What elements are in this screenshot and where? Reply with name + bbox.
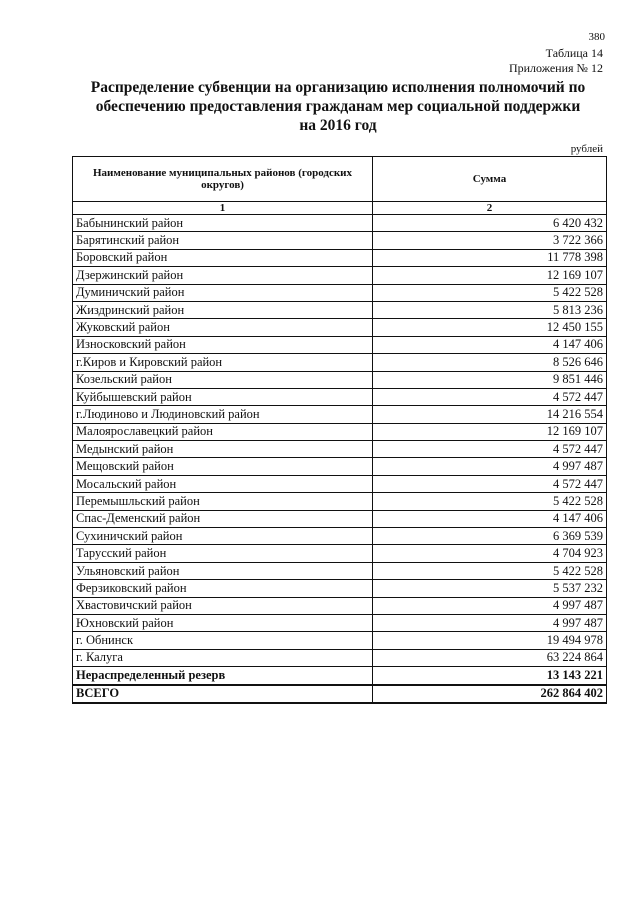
table-row xyxy=(73,423,607,440)
district-amount: 5 813 236 xyxy=(373,301,607,318)
reserve-amount: 13 143 221 xyxy=(373,667,607,685)
district-name: Мосальский район xyxy=(73,475,373,492)
table-row xyxy=(73,528,607,545)
district-amount: 12 169 107 xyxy=(373,267,607,284)
header-district: Наименование муниципальных районов (городских округов) xyxy=(73,157,373,202)
district-amount: 6 420 432 xyxy=(373,215,607,232)
district-amount: 5 422 528 xyxy=(373,493,607,510)
title-line: обеспечению предоставления гражданам мер социальной поддержки xyxy=(95,98,581,115)
total-amount: 262 864 402 xyxy=(373,685,607,703)
district-amount: 4 147 406 xyxy=(373,510,607,527)
district-amount: 6 369 539 xyxy=(373,528,607,545)
table-row xyxy=(73,510,607,527)
column-number: 1 xyxy=(73,202,373,215)
district-name: Боровский район xyxy=(73,249,373,266)
district-name: Жиздринский район xyxy=(73,301,373,318)
table-row xyxy=(73,562,607,579)
district-amount: 5 537 232 xyxy=(373,580,607,597)
header-amount: Сумма xyxy=(373,157,607,202)
district-name: Медынский район xyxy=(73,441,373,458)
district-amount: 11 778 398 xyxy=(373,249,607,266)
district-name: Барятинский район xyxy=(73,232,373,249)
total-row xyxy=(73,685,607,703)
page-number: 380 xyxy=(588,31,605,43)
district-name: Юхновский район xyxy=(73,614,373,631)
district-name: г. Обнинск xyxy=(73,632,373,649)
appendix-label: Приложения № 12 xyxy=(508,61,603,75)
district-amount: 4 572 447 xyxy=(373,388,607,405)
district-name: Износковский район xyxy=(73,336,373,353)
column-number-row xyxy=(73,202,607,215)
district-amount: 63 224 864 xyxy=(373,649,607,666)
title-line: Распределение субвенции на организацию исполнения полномочий по xyxy=(90,79,586,96)
reserve-row xyxy=(73,667,607,685)
table-row xyxy=(73,632,607,649)
table-label: Таблица 14 xyxy=(545,46,603,60)
unit-label: рублей xyxy=(570,143,603,155)
district-name: Козельский район xyxy=(73,371,373,388)
district-amount: 9 851 446 xyxy=(373,371,607,388)
district-name: Думиничский район xyxy=(73,284,373,301)
district-amount: 4 997 487 xyxy=(373,614,607,631)
table-row xyxy=(73,493,607,510)
district-name: Бабынинский район xyxy=(73,215,373,232)
table-row xyxy=(73,406,607,423)
table-row xyxy=(73,545,607,562)
table-row xyxy=(73,649,607,666)
district-amount: 4 572 447 xyxy=(373,475,607,492)
district-amount: 12 169 107 xyxy=(373,423,607,440)
table-row xyxy=(73,336,607,353)
district-amount: 19 494 978 xyxy=(373,632,607,649)
table-body xyxy=(73,215,607,703)
district-name: Мещовский район xyxy=(73,458,373,475)
district-name: Жуковский район xyxy=(73,319,373,336)
district-amount: 14 216 554 xyxy=(373,406,607,423)
district-amount: 5 422 528 xyxy=(373,284,607,301)
district-amount: 4 147 406 xyxy=(373,336,607,353)
table-row xyxy=(73,580,607,597)
district-name: Сухиничский район xyxy=(73,528,373,545)
district-name: Дзержинский район xyxy=(73,267,373,284)
title-line: на 2016 год xyxy=(299,117,377,134)
district-name: Спас-Деменский район xyxy=(73,510,373,527)
table-row xyxy=(73,232,607,249)
column-number: 2 xyxy=(373,202,607,215)
table-row xyxy=(73,267,607,284)
total-name: ВСЕГО xyxy=(73,685,373,703)
reserve-name: Нераспределенный резерв xyxy=(73,667,373,685)
district-amount: 4 572 447 xyxy=(373,441,607,458)
table-row xyxy=(73,441,607,458)
district-name: г.Людиново и Людиновский район xyxy=(73,406,373,423)
table-header-row xyxy=(73,157,607,202)
table-row xyxy=(73,249,607,266)
district-amount: 12 450 155 xyxy=(373,319,607,336)
table-row xyxy=(73,319,607,336)
district-name: Куйбышевский район xyxy=(73,388,373,405)
subsidy-table xyxy=(72,156,607,704)
district-name: Перемышльский район xyxy=(73,493,373,510)
table-row xyxy=(73,458,607,475)
table-row xyxy=(73,371,607,388)
district-name: г.Киров и Кировский район xyxy=(73,354,373,371)
district-amount: 8 526 646 xyxy=(373,354,607,371)
district-name: Ульяновский район xyxy=(73,562,373,579)
table-row xyxy=(73,388,607,405)
district-name: Ферзиковский район xyxy=(73,580,373,597)
district-amount: 4 704 923 xyxy=(373,545,607,562)
table-reference xyxy=(509,46,603,76)
table-row xyxy=(73,597,607,614)
district-name: Хвастовичский район xyxy=(73,597,373,614)
table-row xyxy=(73,284,607,301)
district-name: Малоярославецкий район xyxy=(73,423,373,440)
table-row xyxy=(73,475,607,492)
district-amount: 3 722 366 xyxy=(373,232,607,249)
table-row xyxy=(73,354,607,371)
document-title xyxy=(70,78,606,135)
table-row xyxy=(73,301,607,318)
district-name: г. Калуга xyxy=(73,649,373,666)
district-amount: 4 997 487 xyxy=(373,458,607,475)
district-name: Тарусский район xyxy=(73,545,373,562)
district-amount: 5 422 528 xyxy=(373,562,607,579)
table-row xyxy=(73,215,607,232)
district-amount: 4 997 487 xyxy=(373,597,607,614)
table-row xyxy=(73,614,607,631)
